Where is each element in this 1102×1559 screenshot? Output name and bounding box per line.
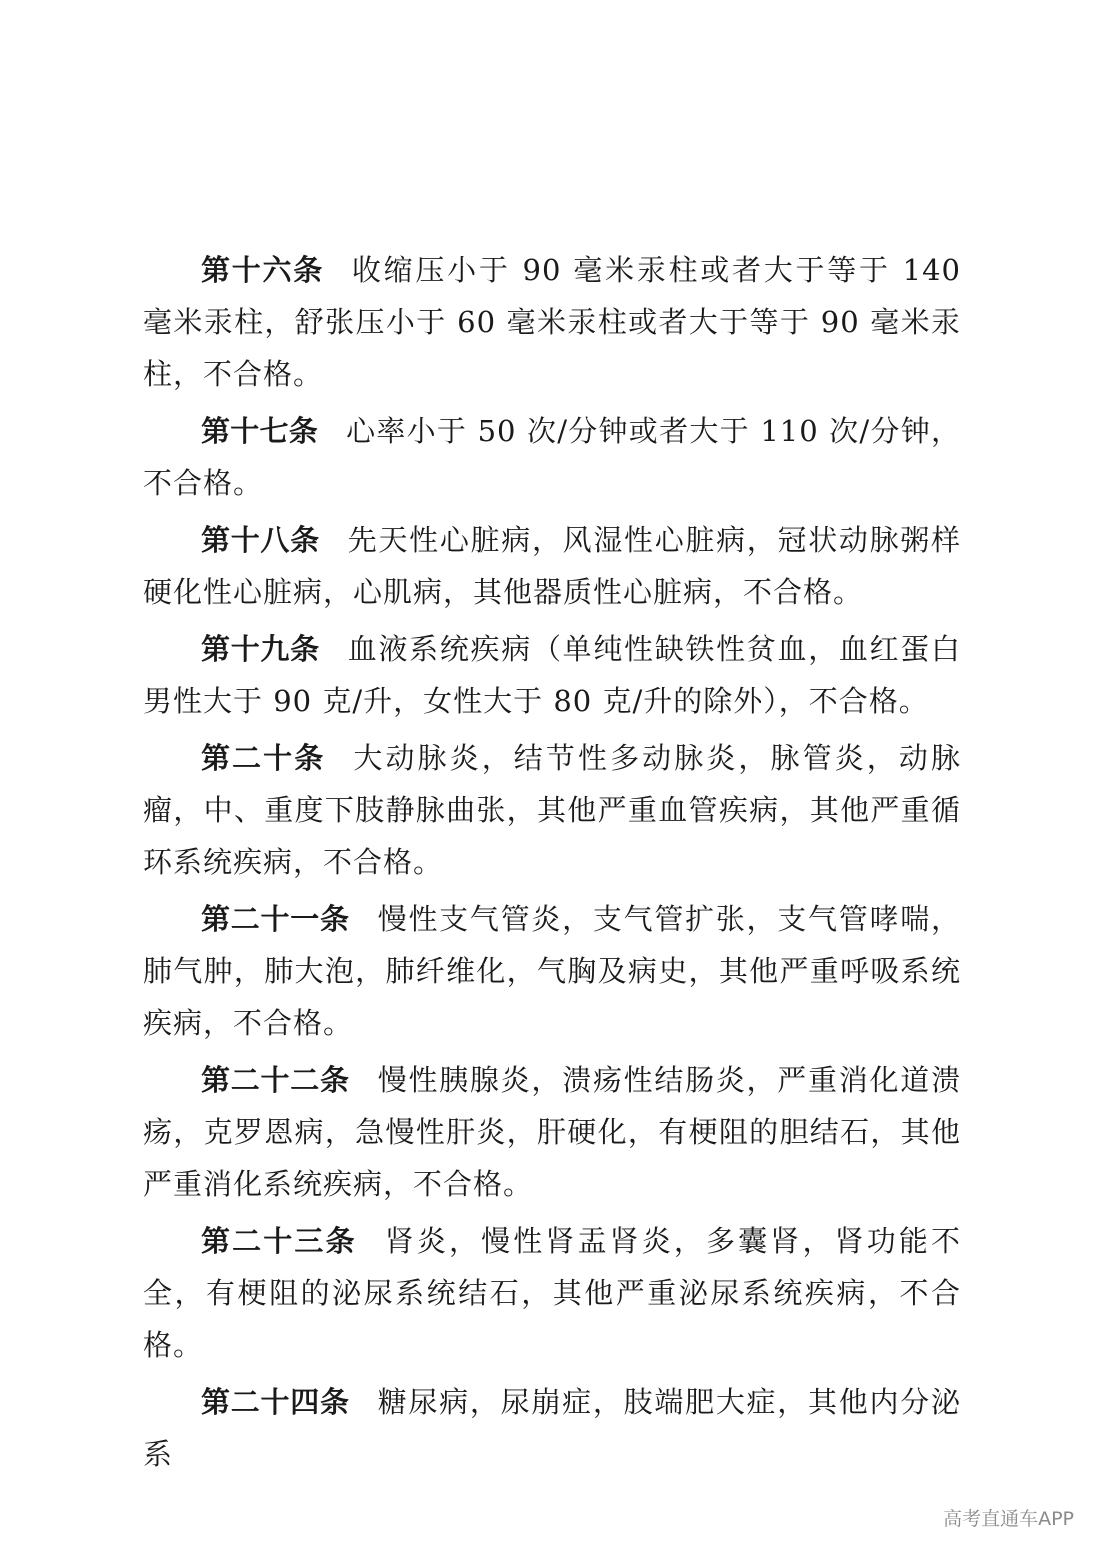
- document-body: [143, 244, 961, 1485]
- article-title: 第十六条: [201, 253, 324, 287]
- article-title: 第二十一条: [201, 902, 350, 936]
- article-22: [143, 1054, 961, 1210]
- watermark: 高考直通车APP: [943, 1508, 1074, 1530]
- article-title: 第十九条: [201, 632, 320, 666]
- article-text: 慢性胰腺炎，溃疡性结肠炎，严重消化道溃疡，克罗恩病，急慢性肝炎，肝硬化，有梗阻的胆结石，其他严重消化系统疾病，不合格。: [143, 1063, 961, 1201]
- article-18: [143, 514, 961, 618]
- article-text: 大动脉炎，结节性多动脉炎，脉管炎，动脉瘤，中、重度下肢静脉曲张，其他严重血管疾病，其他严重循环系统疾病，不合格。: [143, 741, 961, 879]
- article-title: 第十七条: [201, 414, 319, 448]
- article-text: 血液系统疾病（单纯性缺铁性贫血，血红蛋白男性大于 90 克/升，女性大于 80 克/升的除外），不合格。: [143, 632, 961, 718]
- article-title: 第二十条: [201, 741, 326, 775]
- article-text: 收缩压小于 90 毫米汞柱或者大于等于 140 毫米汞柱，舒张压小于 60 毫米汞柱或者大于等于 90 毫米汞柱，不合格。: [143, 253, 961, 391]
- article-title: 第二十三条: [201, 1224, 357, 1258]
- article-text: 先天性心脏病，风湿性心脏病，冠状动脉粥样硬化性心脏病，心肌病，其他器质性心脏病，不合格。: [143, 523, 961, 609]
- article-24: [143, 1376, 961, 1480]
- article-text: 肾炎，慢性肾盂肾炎，多囊肾，肾功能不全，有梗阻的泌尿系统结石，其他严重泌尿系统疾病，不合格。: [143, 1224, 961, 1362]
- article-19: [143, 623, 961, 727]
- article-title: 第十八条: [201, 523, 320, 557]
- article-23: [143, 1215, 961, 1371]
- article-text: 慢性支气管炎，支气管扩张，支气管哮喘，肺气肿，肺大泡，肺纤维化，气胸及病史，其他严重呼吸系统疾病，不合格。: [143, 902, 961, 1040]
- article-20: [143, 732, 961, 888]
- article-title: 第二十二条: [201, 1063, 350, 1097]
- article-text: 心率小于 50 次/分钟或者大于 110 次/分钟，不合格。: [143, 414, 961, 500]
- article-title: 第二十四条: [201, 1385, 350, 1419]
- article-17: [143, 405, 961, 509]
- article-16: [143, 244, 961, 400]
- article-text: 糖尿病，尿崩症，肢端肥大症，其他内分泌系: [143, 1385, 961, 1471]
- article-21: [143, 893, 961, 1049]
